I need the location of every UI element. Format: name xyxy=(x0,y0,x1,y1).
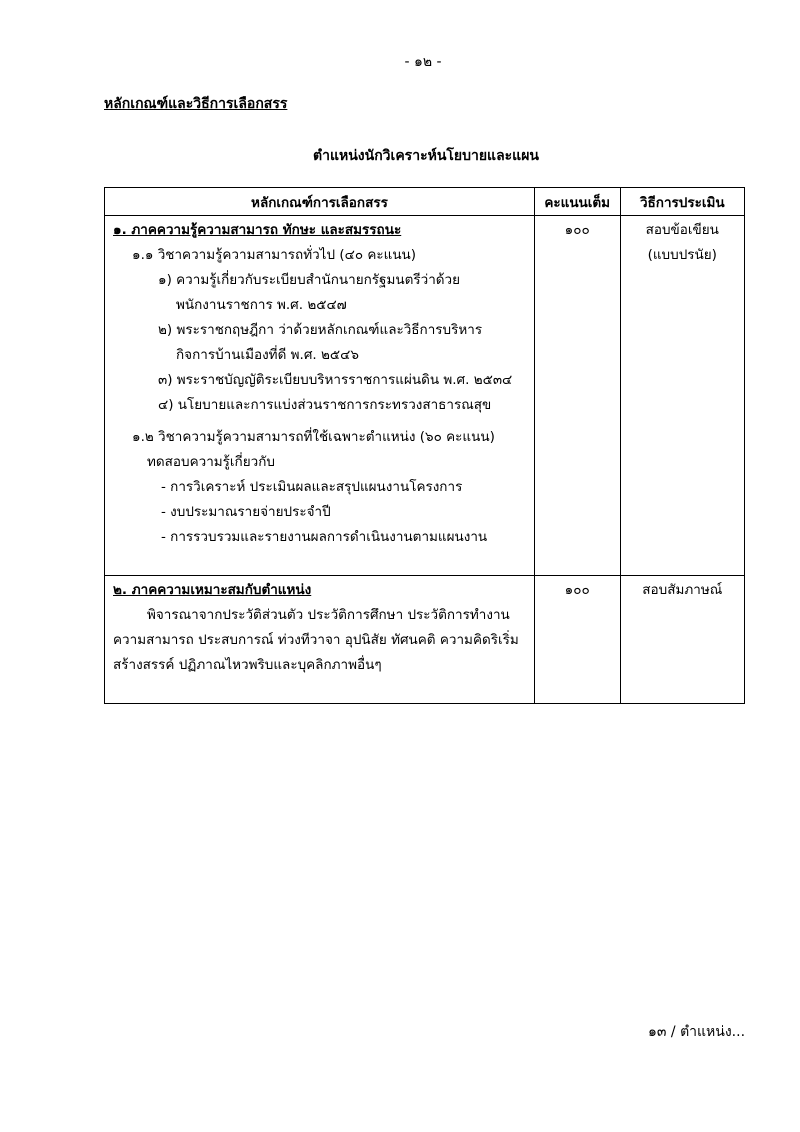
next-page-continuation: ๑๓ / ตำแหน่ง... xyxy=(648,1024,746,1040)
page-number: - ๑๒ - xyxy=(404,54,442,70)
table-row-part2 xyxy=(105,576,745,704)
header-evaluation-method: วิธีการประเมิน xyxy=(620,188,744,216)
header-criteria: หลักเกณฑ์การเลือกสรร xyxy=(105,188,535,216)
part2-method: สอบสัมภาษณ์ xyxy=(642,582,723,598)
part2-score: ๑๐๐ xyxy=(564,582,590,598)
part1-item2-line1: ๒) พระราชกฤษฎีกา ว่าด้วยหลักเกณฑ์และวิธีการบริหาร xyxy=(158,322,483,338)
part1-criteria-cell xyxy=(105,216,535,576)
part2-para-line3: สร้างสรรค์ ปฏิภาณไหวพริบและบุคลิกภาพอื่นๆ xyxy=(113,657,382,673)
section-heading: หลักเกณฑ์และวิธีการเลือกสรร xyxy=(104,96,288,112)
part1-method-line2: (แบบปรนัย) xyxy=(647,247,717,263)
part2-para-line2: ความสามารถ ประสบการณ์ ท่วงทีวาจา อุปนิสัย ทัศนคติ ความคิดริเริ่ม xyxy=(113,632,519,648)
part1-bullet2: - งบประมาณรายจ่ายประจำปี xyxy=(161,504,331,520)
part1-bullet1: - การวิเคราะห์ ประเมินผลและสรุปแผนงานโครงการ xyxy=(161,479,463,495)
part2-heading: ๒. ภาคความเหมาะสมกับตำแหน่ง xyxy=(113,582,312,598)
header-full-score: คะแนนเต็ม xyxy=(534,188,620,216)
part1-heading: ๑. ภาคความรู้ความสามารถ ทักษะ และสมรรถนะ xyxy=(113,222,402,238)
part2-score-cell xyxy=(534,576,620,704)
part1-score-cell xyxy=(534,216,620,576)
table-header-row xyxy=(105,188,745,216)
part1-item4: ๔) นโยบายและการแบ่งส่วนราชการกระทรวงสาธารณสุข xyxy=(158,397,492,413)
part2-criteria-cell xyxy=(105,576,535,704)
part2-method-cell xyxy=(620,576,744,704)
part1-item3: ๓) พระราชบัญญัติระเบียบบริหารราชการแผ่นดิน พ.ศ. ๒๕๓๔ xyxy=(158,372,513,388)
part1-item1-line2: พนักงานราชการ พ.ศ. ๒๕๔๗ xyxy=(176,297,347,313)
part1-sub1: ๑.๑ วิชาความรู้ความสามารถทั่วไป (๔๐ คะแนน) xyxy=(132,247,417,263)
part2-para-line1: พิจารณาจากประวัติส่วนตัว ประวัติการศึกษา ประวัติการทำงาน xyxy=(147,607,510,623)
criteria-table xyxy=(104,187,745,704)
part1-score: ๑๐๐ xyxy=(564,222,590,238)
part1-method-line1: สอบข้อเขียน xyxy=(645,222,719,238)
part1-method-cell xyxy=(620,216,744,576)
part1-item2-line2: กิจการบ้านเมืองที่ดี พ.ศ. ๒๕๔๖ xyxy=(176,347,359,363)
position-title: ตำแหน่งนักวิเคราะห์นโยบายและแผน xyxy=(313,148,539,164)
part1-bullet3: - การรวบรวมและรายงานผลการดำเนินงานตามแผนงาน xyxy=(161,529,488,545)
part1-item1-line1: ๑) ความรู้เกี่ยวกับระเบียบสำนักนายกรัฐมนตรีว่าด้วย xyxy=(158,272,461,288)
part1-test-intro: ทดสอบความรู้เกี่ยวกับ xyxy=(147,454,275,470)
part1-sub2: ๑.๒ วิชาความรู้ความสามารถที่ใช้เฉพาะตำแหน่ง (๖๐ คะแนน) xyxy=(132,429,495,445)
table-row-part1 xyxy=(105,216,745,576)
